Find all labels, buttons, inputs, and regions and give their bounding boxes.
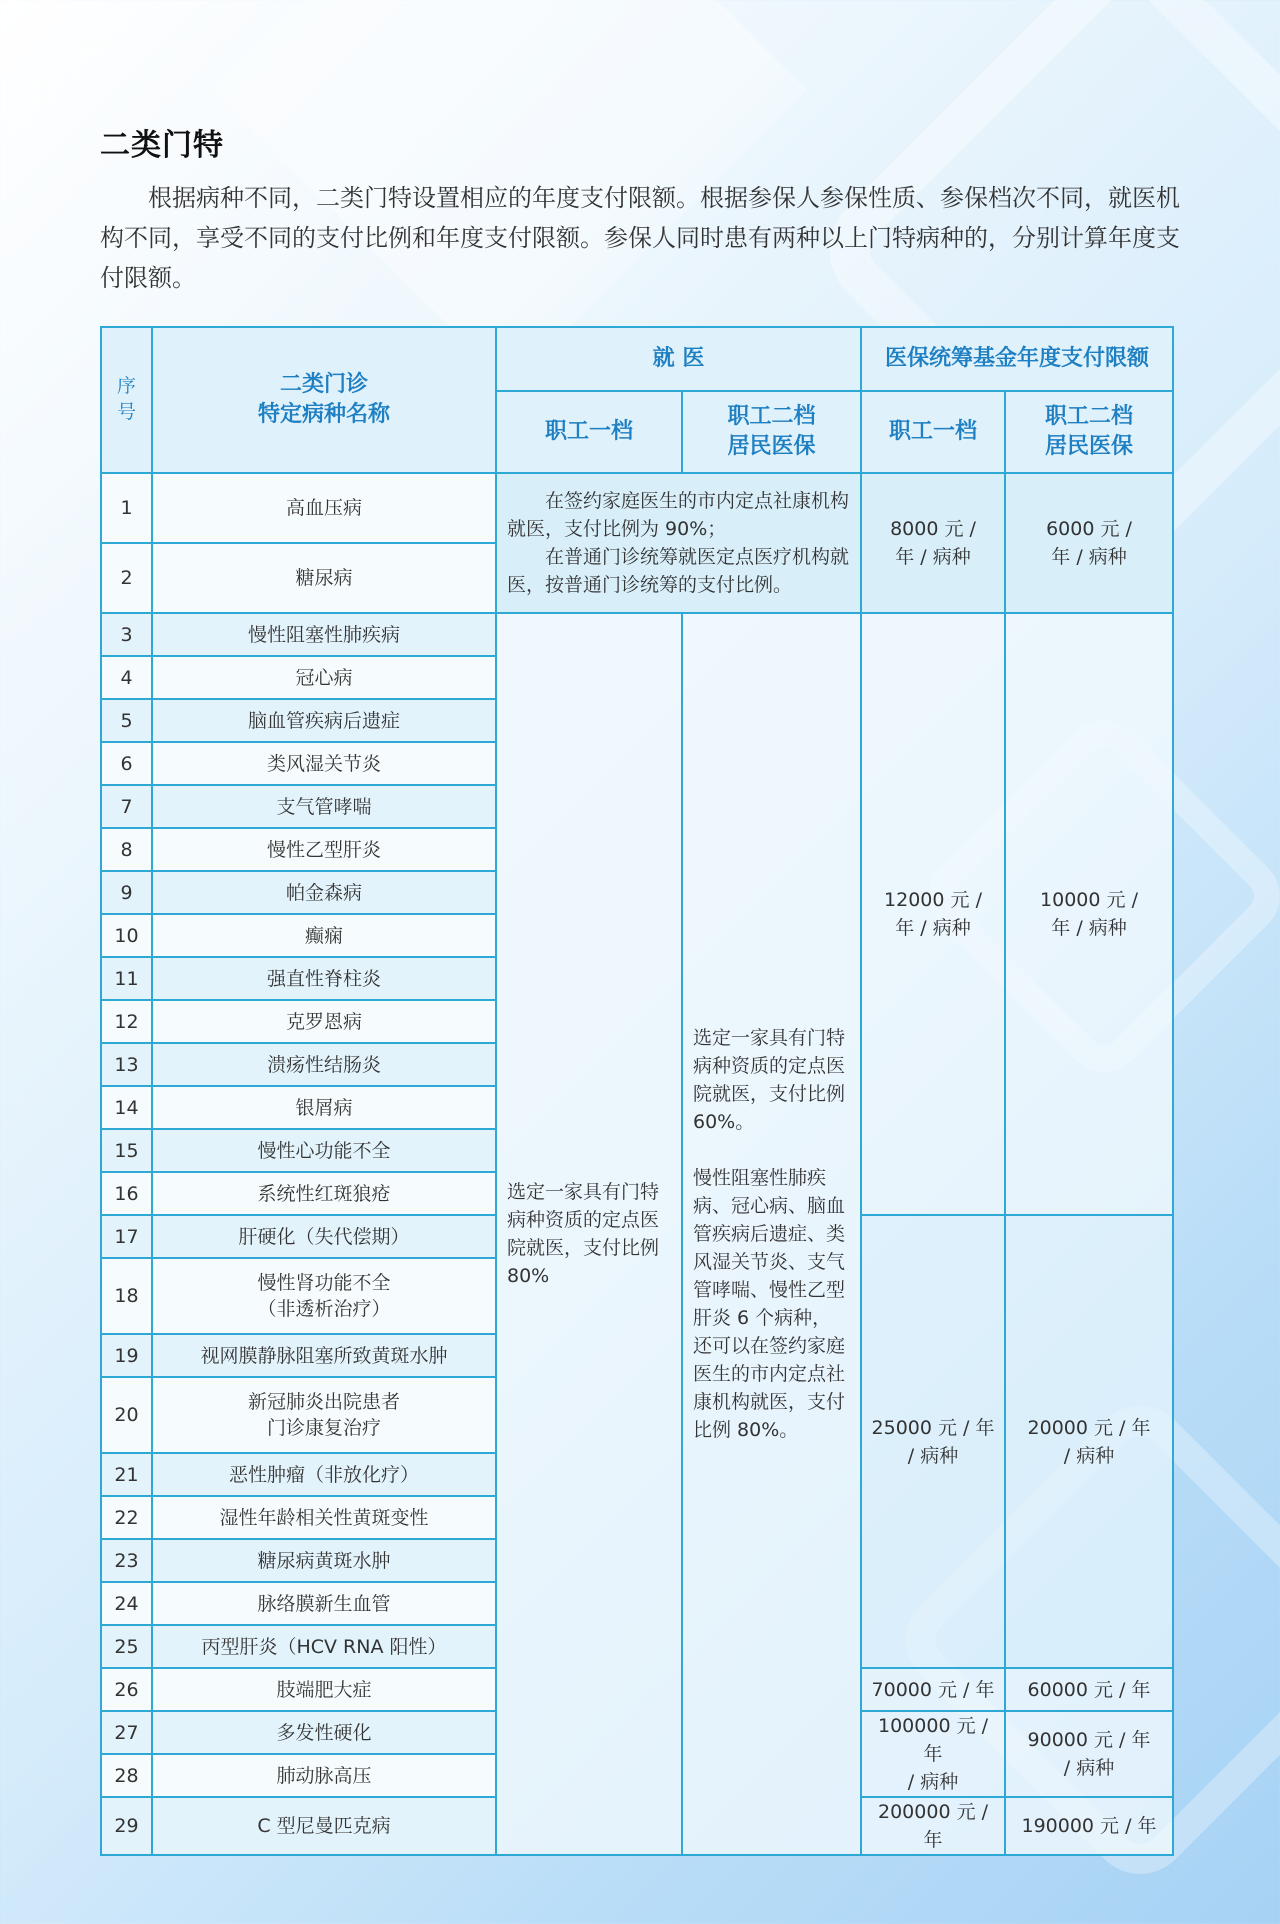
disease-name: 高血压病 xyxy=(152,473,496,543)
disease-name: 脉络膜新生血管 xyxy=(152,1582,496,1625)
disease-name: 脑血管疾病后遗症 xyxy=(152,699,496,742)
row-number: 2 xyxy=(101,543,152,613)
tier2-desc-a: 选定一家具有门特病种资质的定点医院就医，支付比例 60%。 xyxy=(693,1027,846,1133)
header-tier2-line1: 职工二档 xyxy=(727,404,816,429)
disease-name: C 型尼曼匹克病 xyxy=(152,1797,496,1855)
group2-limit-tier1 xyxy=(861,613,1005,1215)
limit-line: 12000 元 / xyxy=(884,889,982,911)
disease-name: 支气管哮喘 xyxy=(152,785,496,828)
header-fund-limit: 医保统筹基金年度支付限额 xyxy=(861,327,1173,391)
disease-name: 银屑病 xyxy=(152,1086,496,1129)
group4-limit-tier2 xyxy=(1005,1711,1173,1797)
tier2-desc-b: 慢性阻塞性肺疾病、冠心病、脑血管疾病后遗症、类风湿关节炎、支气管哮喘、慢性乙型肝炎 6 个病种，还可以在签约家庭医生的市内定点社康机构就医，支付比例 80%。 xyxy=(693,1167,846,1441)
limit-line: / 病种 xyxy=(1063,1757,1115,1779)
group3-limit-tier2 xyxy=(1005,1215,1173,1668)
limit-line: 年 / 病种 xyxy=(1051,546,1127,568)
disease-name: 糖尿病黄斑水肿 xyxy=(152,1539,496,1582)
limit-line: 8000 元 / xyxy=(890,518,976,540)
disease-name: 冠心病 xyxy=(152,656,496,699)
disease-name: 帕金森病 xyxy=(152,871,496,914)
limit-line: / 病种 xyxy=(907,1771,959,1793)
row-number: 3 xyxy=(101,613,152,656)
row-number: 26 xyxy=(101,1668,152,1711)
header-seq xyxy=(101,327,152,473)
limit-line: 25000 元 / 年 xyxy=(871,1416,995,1439)
row-number: 21 xyxy=(101,1453,152,1496)
group2-medical-tier2-desc xyxy=(682,613,861,1855)
disease-name-line2: （非透析治疗） xyxy=(257,1298,391,1320)
row-number: 29 xyxy=(101,1797,152,1855)
header-seq-label: 序号 xyxy=(116,375,136,423)
row-number: 8 xyxy=(101,828,152,871)
row-number: 17 xyxy=(101,1215,152,1258)
disease-name: 糖尿病 xyxy=(152,543,496,613)
disease-name: 类风湿关节炎 xyxy=(152,742,496,785)
header-tier2-line2: 居民医保 xyxy=(727,434,816,459)
row-number: 11 xyxy=(101,957,152,1000)
row-number: 7 xyxy=(101,785,152,828)
intro-text: 根据病种不同，二类门特设置相应的年度支付限额。根据参保人参保性质、参保档次不同，就医机构不同，享受不同的支付比例和年度支付限额。参保人同时患有两种以上门特病种的，分别计算年度支付限额。 xyxy=(100,184,1180,292)
limit-line: 90000 元 / 年 xyxy=(1027,1729,1151,1751)
limit-line: / 病种 xyxy=(1063,1444,1115,1467)
header-medical: 就 医 xyxy=(496,327,861,391)
row-number: 5 xyxy=(101,699,152,742)
disease-name: 湿性年龄相关性黄斑变性 xyxy=(152,1496,496,1539)
limit-line: 6000 元 / xyxy=(1046,518,1132,540)
section-title: 二类门特 xyxy=(100,128,224,163)
header-tier1: 职工一档 xyxy=(496,391,682,473)
row-number: 27 xyxy=(101,1711,152,1754)
group3-limit-tier1 xyxy=(861,1215,1005,1668)
row-number: 28 xyxy=(101,1754,152,1797)
disease-name: 恶性肿瘤（非放化疗） xyxy=(152,1453,496,1496)
limit-line: 10000 元 / xyxy=(1040,889,1138,911)
disease-name xyxy=(152,1258,496,1334)
disease-name: 肺动脉高压 xyxy=(152,1754,496,1797)
row29-limit-tier2: 190000 元 / 年 xyxy=(1005,1797,1173,1855)
row-number: 23 xyxy=(101,1539,152,1582)
disease-name-line1: 新冠肺炎出院患者 xyxy=(247,1391,400,1413)
row-number: 4 xyxy=(101,656,152,699)
row-number: 6 xyxy=(101,742,152,785)
limit-line: 年 / 病种 xyxy=(1051,917,1127,939)
table-row xyxy=(101,613,1173,656)
table-row xyxy=(101,473,1173,543)
disease-name: 肢端肥大症 xyxy=(152,1668,496,1711)
row26-limit-tier2: 60000 元 / 年 xyxy=(1005,1668,1173,1711)
header-fund-tier1: 职工一档 xyxy=(861,391,1005,473)
disease-name xyxy=(152,1377,496,1453)
row26-limit-tier1: 70000 元 / 年 xyxy=(861,1668,1005,1711)
disease-name: 强直性脊柱炎 xyxy=(152,957,496,1000)
intro-paragraph xyxy=(100,178,1200,298)
group1-medical-desc xyxy=(496,473,861,613)
header-disease-name xyxy=(152,327,496,473)
row-number: 25 xyxy=(101,1625,152,1668)
header-fund-tier2-line1: 职工二档 xyxy=(1045,404,1134,429)
row-number: 20 xyxy=(101,1377,152,1453)
row-number: 24 xyxy=(101,1582,152,1625)
limit-line: 100000 元 / 年 xyxy=(878,1715,989,1765)
header-fund-tier2 xyxy=(1005,391,1173,473)
group2-medical-tier1-desc xyxy=(496,613,682,1855)
group1-limit-tier2 xyxy=(1005,473,1173,613)
disease-name: 克罗恩病 xyxy=(152,1000,496,1043)
group1-limit-tier1 xyxy=(861,473,1005,613)
group4-limit-tier1 xyxy=(861,1711,1005,1797)
row29-limit-tier1: 200000 元 / 年 xyxy=(861,1797,1005,1855)
row-number: 9 xyxy=(101,871,152,914)
row-number: 18 xyxy=(101,1258,152,1334)
disease-name: 系统性红斑狼疮 xyxy=(152,1172,496,1215)
group1-desc-b: 在普通门诊统筹就医定点医疗机构就医，按普通门诊统筹的支付比例。 xyxy=(507,546,850,596)
disease-name: 丙型肝炎（HCV RNA 阳性） xyxy=(152,1625,496,1668)
disease-name: 溃疡性结肠炎 xyxy=(152,1043,496,1086)
disease-name: 慢性乙型肝炎 xyxy=(152,828,496,871)
disease-policy-table xyxy=(100,326,1174,1856)
row-number: 15 xyxy=(101,1129,152,1172)
group2-limit-tier2 xyxy=(1005,613,1173,1215)
header-fund-tier2-line2: 居民医保 xyxy=(1045,434,1134,459)
header-name-line2: 特定病种名称 xyxy=(257,402,390,427)
row-number: 10 xyxy=(101,914,152,957)
header-name-line1: 二类门诊 xyxy=(279,372,368,397)
limit-line: 年 / 病种 xyxy=(895,917,971,939)
disease-name: 癫痫 xyxy=(152,914,496,957)
disease-name: 多发性硬化 xyxy=(152,1711,496,1754)
disease-name-line2: 门诊康复治疗 xyxy=(266,1417,381,1439)
row-number: 13 xyxy=(101,1043,152,1086)
group1-desc-a: 在签约家庭医生的市内定点社康机构就医，支付比例为 90%； xyxy=(507,490,850,540)
row-number: 1 xyxy=(101,473,152,543)
disease-name: 视网膜静脉阻塞所致黄斑水肿 xyxy=(152,1334,496,1377)
limit-line: / 病种 xyxy=(907,1444,959,1467)
limit-line: 20000 元 / 年 xyxy=(1027,1416,1151,1439)
disease-name: 慢性阻塞性肺疾病 xyxy=(152,613,496,656)
row-number: 14 xyxy=(101,1086,152,1129)
row-number: 12 xyxy=(101,1000,152,1043)
header-tier2 xyxy=(682,391,861,473)
limit-line: 年 / 病种 xyxy=(895,546,971,568)
disease-name: 肝硬化（失代偿期） xyxy=(152,1215,496,1258)
disease-name: 慢性心功能不全 xyxy=(152,1129,496,1172)
row-number: 19 xyxy=(101,1334,152,1377)
row-number: 16 xyxy=(101,1172,152,1215)
disease-name-line1: 慢性肾功能不全 xyxy=(257,1272,391,1294)
row-number: 22 xyxy=(101,1496,152,1539)
tier1-desc-text: 选定一家具有门特病种资质的定点医院就医，支付比例 80% xyxy=(507,1181,660,1287)
